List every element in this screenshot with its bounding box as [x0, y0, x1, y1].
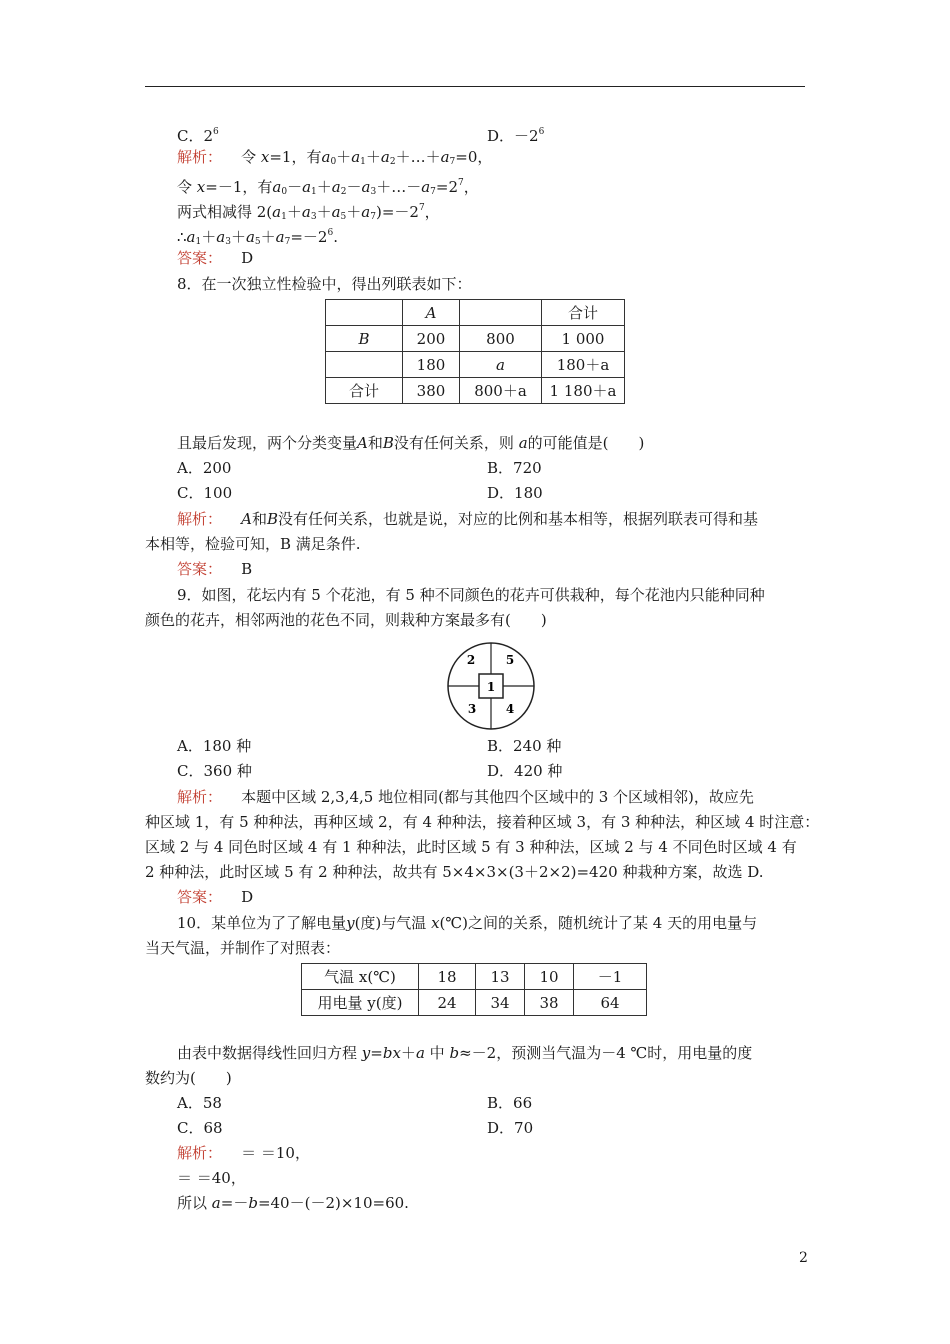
table-cell: A	[403, 300, 460, 326]
table-cell: 气温 x(℃)	[302, 964, 419, 990]
q9-option-a: A．180 种	[177, 737, 252, 755]
table-row	[326, 352, 625, 378]
q9-solution-line-4: 2 种种法，此时区域 5 有 2 种种法，故共有 5×4×3×(3＋2×2)=420 种栽种方案，故选 D.	[145, 863, 764, 881]
region-3-label: 3	[467, 702, 477, 716]
table-cell: 24	[419, 990, 476, 1016]
region-5-label: 5	[505, 653, 515, 667]
q10-regression-line-2: 数约为( )	[145, 1069, 232, 1087]
q9-solution-line-1: 解析： 本题中区域 2,3,4,5 地位相同(都与其他四个区域中的 3 个区域相邻)，故应先	[177, 788, 754, 806]
q8-solution-line-2: 本相等，检验可知，B 满足条件.	[145, 535, 361, 553]
answer-label: 答案：	[177, 249, 223, 267]
region-2-label: 2	[466, 653, 476, 667]
header-rule	[145, 86, 805, 87]
q8-stem: 8．在一次独立性检验中，得出列联表如下：	[177, 275, 472, 293]
table-row	[326, 378, 625, 404]
table-row	[302, 990, 647, 1016]
q7-solution-line-3: 两式相减得 $2(a_1+a_3+a_5+a_7)=-2^7$，	[177, 203, 440, 222]
q9-option-b: B．240 种	[487, 737, 562, 755]
q7-answer: 答案： D	[177, 249, 254, 267]
region-4-label: 4	[505, 702, 515, 716]
q7-option-d: D．$-2^6$	[487, 127, 545, 145]
table-cell: 800＋a	[460, 378, 542, 404]
q10-solution-line-2: ＝ ＝40，	[177, 1169, 246, 1187]
table-row	[326, 300, 625, 326]
q8-solution-line-1: 解析： A和B没有任何关系，也就是说，对应的比例和基本相等，根据列联表可得和基	[177, 510, 758, 528]
table-cell: 18	[419, 964, 476, 990]
jiexi-label: 解析：	[177, 148, 223, 166]
table-row	[326, 326, 625, 352]
q8-contingency-table	[325, 299, 625, 404]
table-cell: 10	[525, 964, 574, 990]
q10-option-d: D．70	[487, 1119, 534, 1137]
table-cell: 1 180＋a	[542, 378, 625, 404]
jiexi-label: 解析：	[177, 510, 223, 528]
q9-option-c: C．360 种	[177, 762, 252, 780]
table-cell: －1	[574, 964, 647, 990]
table-cell: 合计	[326, 378, 403, 404]
q10-stem-line-2: 当天气温，并制作了对照表：	[145, 939, 341, 957]
table-cell: 180	[403, 352, 460, 378]
q10-option-b: B．66	[487, 1094, 533, 1112]
q8-option-b: B．720	[487, 459, 542, 477]
q7-solution-line-2: 令 x=－1，有$a_0-a_1+a_2-a_3+\dots-a_7=2^7$，	[177, 178, 479, 197]
table-cell	[326, 300, 403, 326]
jiexi-label: 解析：	[177, 788, 223, 806]
table-cell: 200	[403, 326, 460, 352]
table-cell: 800	[460, 326, 542, 352]
jiexi-label: 解析：	[177, 1144, 223, 1162]
table-cell: 合计	[542, 300, 625, 326]
q8-option-a: A．200	[177, 459, 232, 477]
table-cell	[460, 300, 542, 326]
table-cell: 38	[525, 990, 574, 1016]
table-cell: 180＋a	[542, 352, 625, 378]
q7-option-c: C．$2^6$	[177, 127, 219, 145]
table-cell: 用电量 y(度)	[302, 990, 419, 1016]
q10-regression-line-1: 由表中数据得线性回归方程 y=bx＋a 中 b≈－2，预测当气温为－4 ℃时，用电量的度	[177, 1044, 753, 1062]
q8-option-c: C．100	[177, 484, 233, 502]
flower-bed-figure	[446, 641, 536, 731]
q9-solution-line-3: 区域 2 与 4 同色时区域 4 有 1 种种法，此时区域 5 有 3 种种法，区域 2 与 4 不同色时区域 4 有	[145, 838, 797, 856]
q10-stem-line-1: 10．某单位为了了解电量y(度)与气温 x(℃)之间的关系，随机统计了某 4 天的用电量与	[177, 914, 758, 932]
answer-label: 答案：	[177, 560, 223, 578]
table-cell: 13	[476, 964, 525, 990]
table-cell: 380	[403, 378, 460, 404]
q8-condition: 且最后发现，两个分类变量A和B没有任何关系，则 a的可能值是( )	[177, 434, 645, 452]
table-cell: 1 000	[542, 326, 625, 352]
table-cell: 64	[574, 990, 647, 1016]
q10-data-table	[301, 963, 647, 1016]
table-cell: B	[326, 326, 403, 352]
q10-option-c: C．68	[177, 1119, 223, 1137]
q9-stem-line-1: 9．如图，花坛内有 5 个花池，有 5 种不同颜色的花卉可供栽种，每个花池内只能种同种	[177, 586, 765, 604]
q9-answer: 答案： D	[177, 888, 254, 906]
answer-label: 答案：	[177, 888, 223, 906]
page-number: 2	[799, 1250, 808, 1266]
region-1-label: 1	[486, 680, 496, 694]
q9-option-d: D．420 种	[487, 762, 563, 780]
q9-solution-line-2: 种区域 1，有 5 种种法，再种区域 2，有 4 种种法，接着种区域 3，有 3 种种法，种区域 4 时注意：	[145, 813, 820, 831]
q7-solution-line-1: 解析： 令 x=1，有$a_0+a_1+a_2+\dots+a_7=0$，	[177, 148, 493, 167]
q8-answer: 答案： B	[177, 560, 253, 578]
table-cell: 34	[476, 990, 525, 1016]
q10-option-a: A．58	[177, 1094, 222, 1112]
q10-solution-line-3: 所以 a=－b=40－(－2)×10=60.	[177, 1194, 409, 1212]
table-cell	[326, 352, 403, 378]
q8-option-d: D．180	[487, 484, 543, 502]
q9-stem-line-2: 颜色的花卉，相邻两池的花色不同，则栽种方案最多有( )	[145, 611, 547, 629]
table-row	[302, 964, 647, 990]
q10-solution-line-1: 解析： ＝ ＝10，	[177, 1144, 310, 1162]
table-cell: a	[460, 352, 542, 378]
q7-solution-line-4: $\therefore a_1+a_3+a_5+a_7=-2^6$.	[177, 228, 338, 247]
